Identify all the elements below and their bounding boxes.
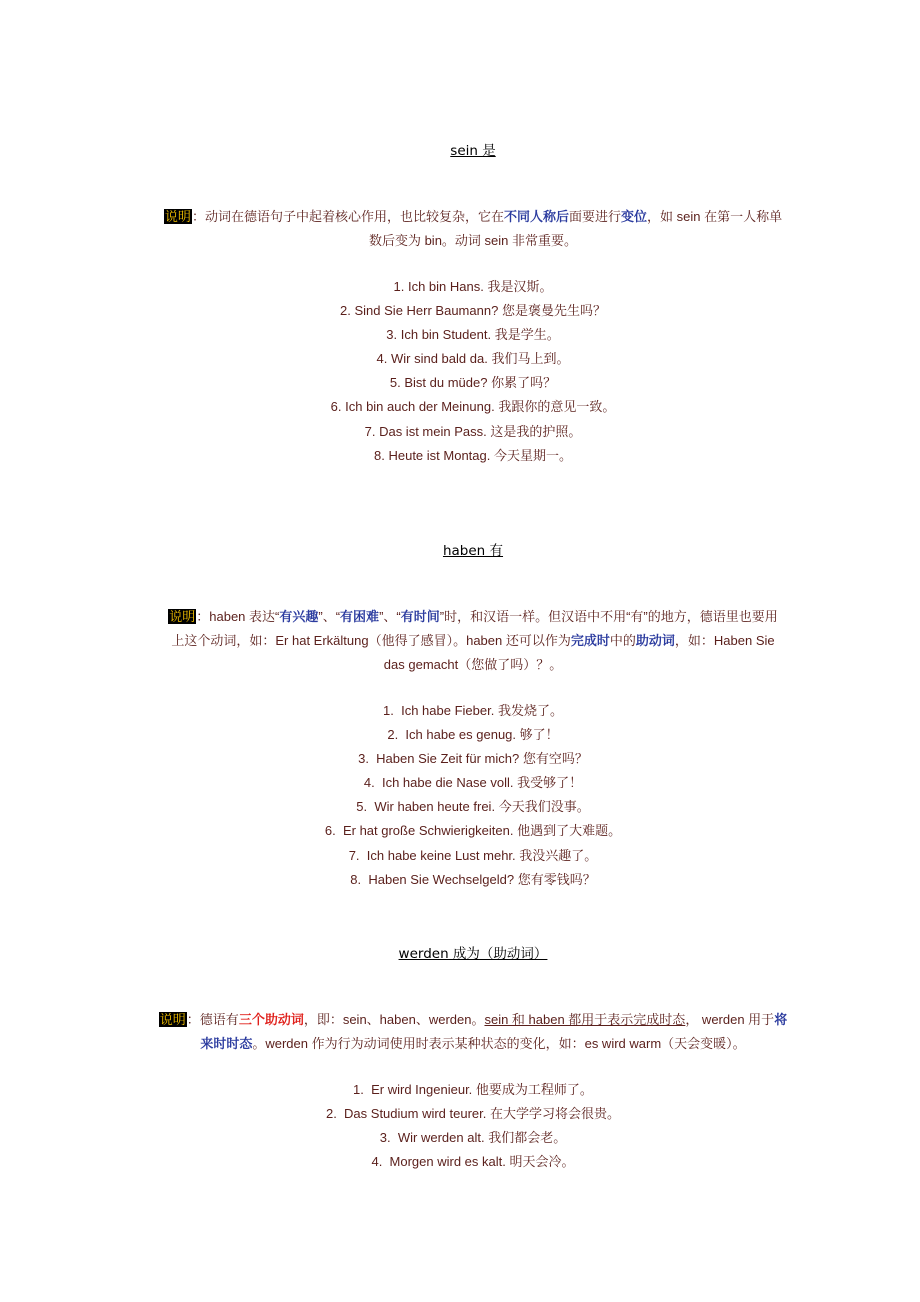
- item-number: 2.: [340, 303, 351, 319]
- item-number: 7.: [348, 847, 360, 863]
- german-sentence: Ich bin Hans.: [407, 279, 484, 294]
- explanation-text: ”时，和汉语一样。但汉语中不用“有”的地方，德语里也要用: [439, 609, 778, 624]
- explanation-sein: [140, 205, 806, 253]
- explanation-text: ：haben 表达“: [196, 609, 280, 624]
- list-item: [0, 275, 920, 299]
- explanation-text: ：德语有: [186, 1012, 239, 1027]
- list-item: [0, 323, 920, 347]
- list-item: [0, 795, 920, 819]
- explanation-text: ，如 sein 在第一人称单: [647, 209, 783, 224]
- german-sentence: Ich bin Student.: [400, 327, 492, 343]
- chinese-translation: 够了！: [519, 727, 559, 743]
- emphasis-text: 有困难: [340, 609, 380, 624]
- item-number: 5.: [389, 375, 401, 391]
- list-item: [0, 1078, 920, 1102]
- list-item: [0, 1126, 920, 1150]
- underlined-text: sein 和 haben 都用于表示完成时态: [484, 1012, 686, 1027]
- explanation-text: ”、“: [318, 609, 341, 624]
- list-item: [0, 723, 920, 747]
- emphasis-text: 变位: [620, 209, 647, 224]
- list-item: [0, 347, 920, 371]
- chinese-translation: 他遇到了大难题。: [517, 823, 622, 839]
- chinese-translation: 我发烧了。: [497, 703, 563, 718]
- item-number: 1.: [393, 279, 405, 294]
- item-number: 4.: [371, 1154, 383, 1170]
- german-sentence: Heute ist Montag.: [388, 447, 491, 463]
- chinese-translation: 这是我的护照。: [490, 423, 582, 439]
- list-item: [0, 299, 920, 323]
- example-list-sein: [0, 275, 920, 468]
- german-sentence: Er wird Ingenieur.: [371, 1082, 473, 1097]
- chinese-translation: 您是褒曼先生吗？: [501, 303, 606, 319]
- item-number: 6.: [324, 823, 336, 839]
- note-tag: 说明: [169, 609, 196, 624]
- item-number: 5.: [356, 799, 368, 815]
- explanation-text: ， werden 用于: [685, 1012, 775, 1027]
- explanation-text: das gemacht（您做了吗）？。: [383, 657, 563, 672]
- german-sentence: Ich bin auch der Meinung.: [345, 399, 495, 415]
- chinese-translation: 您有空吗？: [522, 751, 588, 767]
- explanation-text: ”、“: [379, 609, 401, 624]
- item-number: 8.: [374, 447, 385, 463]
- german-sentence: Bist du müde?: [404, 375, 488, 391]
- german-sentence: Wir werden alt.: [397, 1130, 485, 1146]
- chinese-translation: 您有零钱吗？: [517, 871, 596, 887]
- example-list-werden: [0, 1078, 920, 1174]
- german-sentence: Sind Sie Herr Baumann?: [354, 303, 499, 319]
- german-sentence: Wir haben heute frei.: [374, 799, 496, 815]
- emphasis-text: 有兴趣: [279, 609, 319, 624]
- emphasis-text: 助动词: [635, 633, 675, 648]
- item-number: 1.: [353, 1082, 364, 1097]
- chinese-translation: 我受够了！: [517, 775, 583, 791]
- explanation-text: 数后变为 bin。动词 sein 非常重要。: [368, 233, 578, 248]
- emphasis-text: 有时间: [400, 609, 440, 624]
- german-sentence: Das ist mein Pass.: [379, 423, 487, 439]
- german-sentence: Haben Sie Zeit für mich?: [376, 751, 520, 767]
- german-sentence: Das Studium wird teurer.: [344, 1106, 487, 1122]
- emphasis-text: 完成时: [570, 633, 610, 648]
- explanation-text: ：动词在德语句子中起着核心作用，也比较复杂，它在: [191, 209, 504, 224]
- list-item: [0, 1102, 920, 1126]
- german-sentence: Ich habe keine Lust mehr.: [366, 847, 516, 863]
- explanation-text: 上这个动词，如：Er hat Erkältung（他得了感冒）。haben 还可以作为: [171, 633, 571, 648]
- item-number: 3.: [379, 1130, 391, 1146]
- explanation-haben: [140, 605, 806, 677]
- list-item: [0, 771, 920, 795]
- explanation-text: ，如：Haben Sie: [674, 633, 775, 648]
- list-item: [0, 444, 920, 468]
- chinese-translation: 我们都会老。: [488, 1130, 567, 1146]
- item-number: 4.: [363, 775, 375, 791]
- list-item: [0, 747, 920, 771]
- item-number: 2.: [387, 727, 399, 743]
- chinese-translation: 我们马上到。: [491, 351, 570, 367]
- list-item: [0, 395, 920, 419]
- explanation-text: ，即：sein、haben、werden。: [303, 1012, 485, 1027]
- german-sentence: Ich habe es genug.: [405, 727, 517, 743]
- section-heading-haben: haben 有: [442, 543, 504, 559]
- emphasis-text: 不同人称后: [503, 209, 569, 224]
- item-number: 6.: [330, 399, 342, 415]
- chinese-translation: 在大学学习将会很贵。: [490, 1106, 621, 1122]
- german-sentence: Ich habe Fieber.: [401, 703, 495, 718]
- chinese-translation: 你累了吗？: [491, 375, 557, 391]
- list-item: [0, 699, 920, 723]
- explanation-text: 中的: [609, 633, 636, 648]
- chinese-translation: 我跟你的意见一致。: [498, 399, 616, 415]
- item-number: 1.: [383, 703, 394, 718]
- list-item: [0, 420, 920, 444]
- list-item: [0, 868, 920, 892]
- list-item: [0, 844, 920, 868]
- list-item: [0, 819, 920, 843]
- example-list-haben: [0, 699, 920, 892]
- german-sentence: Haben Sie Wechselgeld?: [368, 871, 515, 887]
- german-sentence: Wir sind bald da.: [391, 351, 488, 367]
- chinese-translation: 今天星期一。: [493, 447, 572, 463]
- chinese-translation: 我是学生。: [494, 327, 560, 343]
- item-number: 8.: [350, 871, 362, 887]
- emphasis-text: 来时时态: [200, 1036, 253, 1051]
- note-tag: 说明: [164, 209, 191, 224]
- section-heading-werden: werden 成为（助动词）: [398, 946, 548, 962]
- item-number: 3.: [386, 327, 398, 343]
- chinese-translation: 我没兴趣了。: [519, 847, 598, 863]
- chinese-translation: 明天会冷。: [509, 1154, 575, 1170]
- explanation-werden: [135, 1008, 811, 1056]
- german-sentence: Morgen wird es kalt.: [389, 1154, 506, 1170]
- emphasis-text: 三个助动词: [238, 1012, 304, 1027]
- chinese-translation: 他要成为工程师了。: [475, 1082, 593, 1097]
- emphasis-text: 将: [774, 1012, 788, 1027]
- item-number: 3.: [358, 751, 369, 767]
- chinese-translation: 我是汉斯。: [487, 279, 553, 294]
- german-sentence: Er hat große Schwierigkeiten.: [342, 823, 514, 839]
- item-number: 7.: [364, 423, 376, 439]
- list-item: [0, 1150, 920, 1174]
- item-number: 2.: [325, 1106, 337, 1122]
- explanation-text: 。werden 作为行为动词使用时表示某种状态的变化，如：es wird warm（天会变暖）。: [252, 1036, 746, 1051]
- note-tag: 说明: [159, 1012, 186, 1027]
- section-heading-sein: sein 是: [450, 143, 496, 159]
- item-number: 4.: [376, 351, 388, 367]
- german-sentence: Ich habe die Nase voll.: [381, 775, 514, 791]
- list-item: [0, 371, 920, 395]
- chinese-translation: 今天我们没事。: [498, 799, 590, 815]
- explanation-text: 面要进行: [568, 209, 621, 224]
